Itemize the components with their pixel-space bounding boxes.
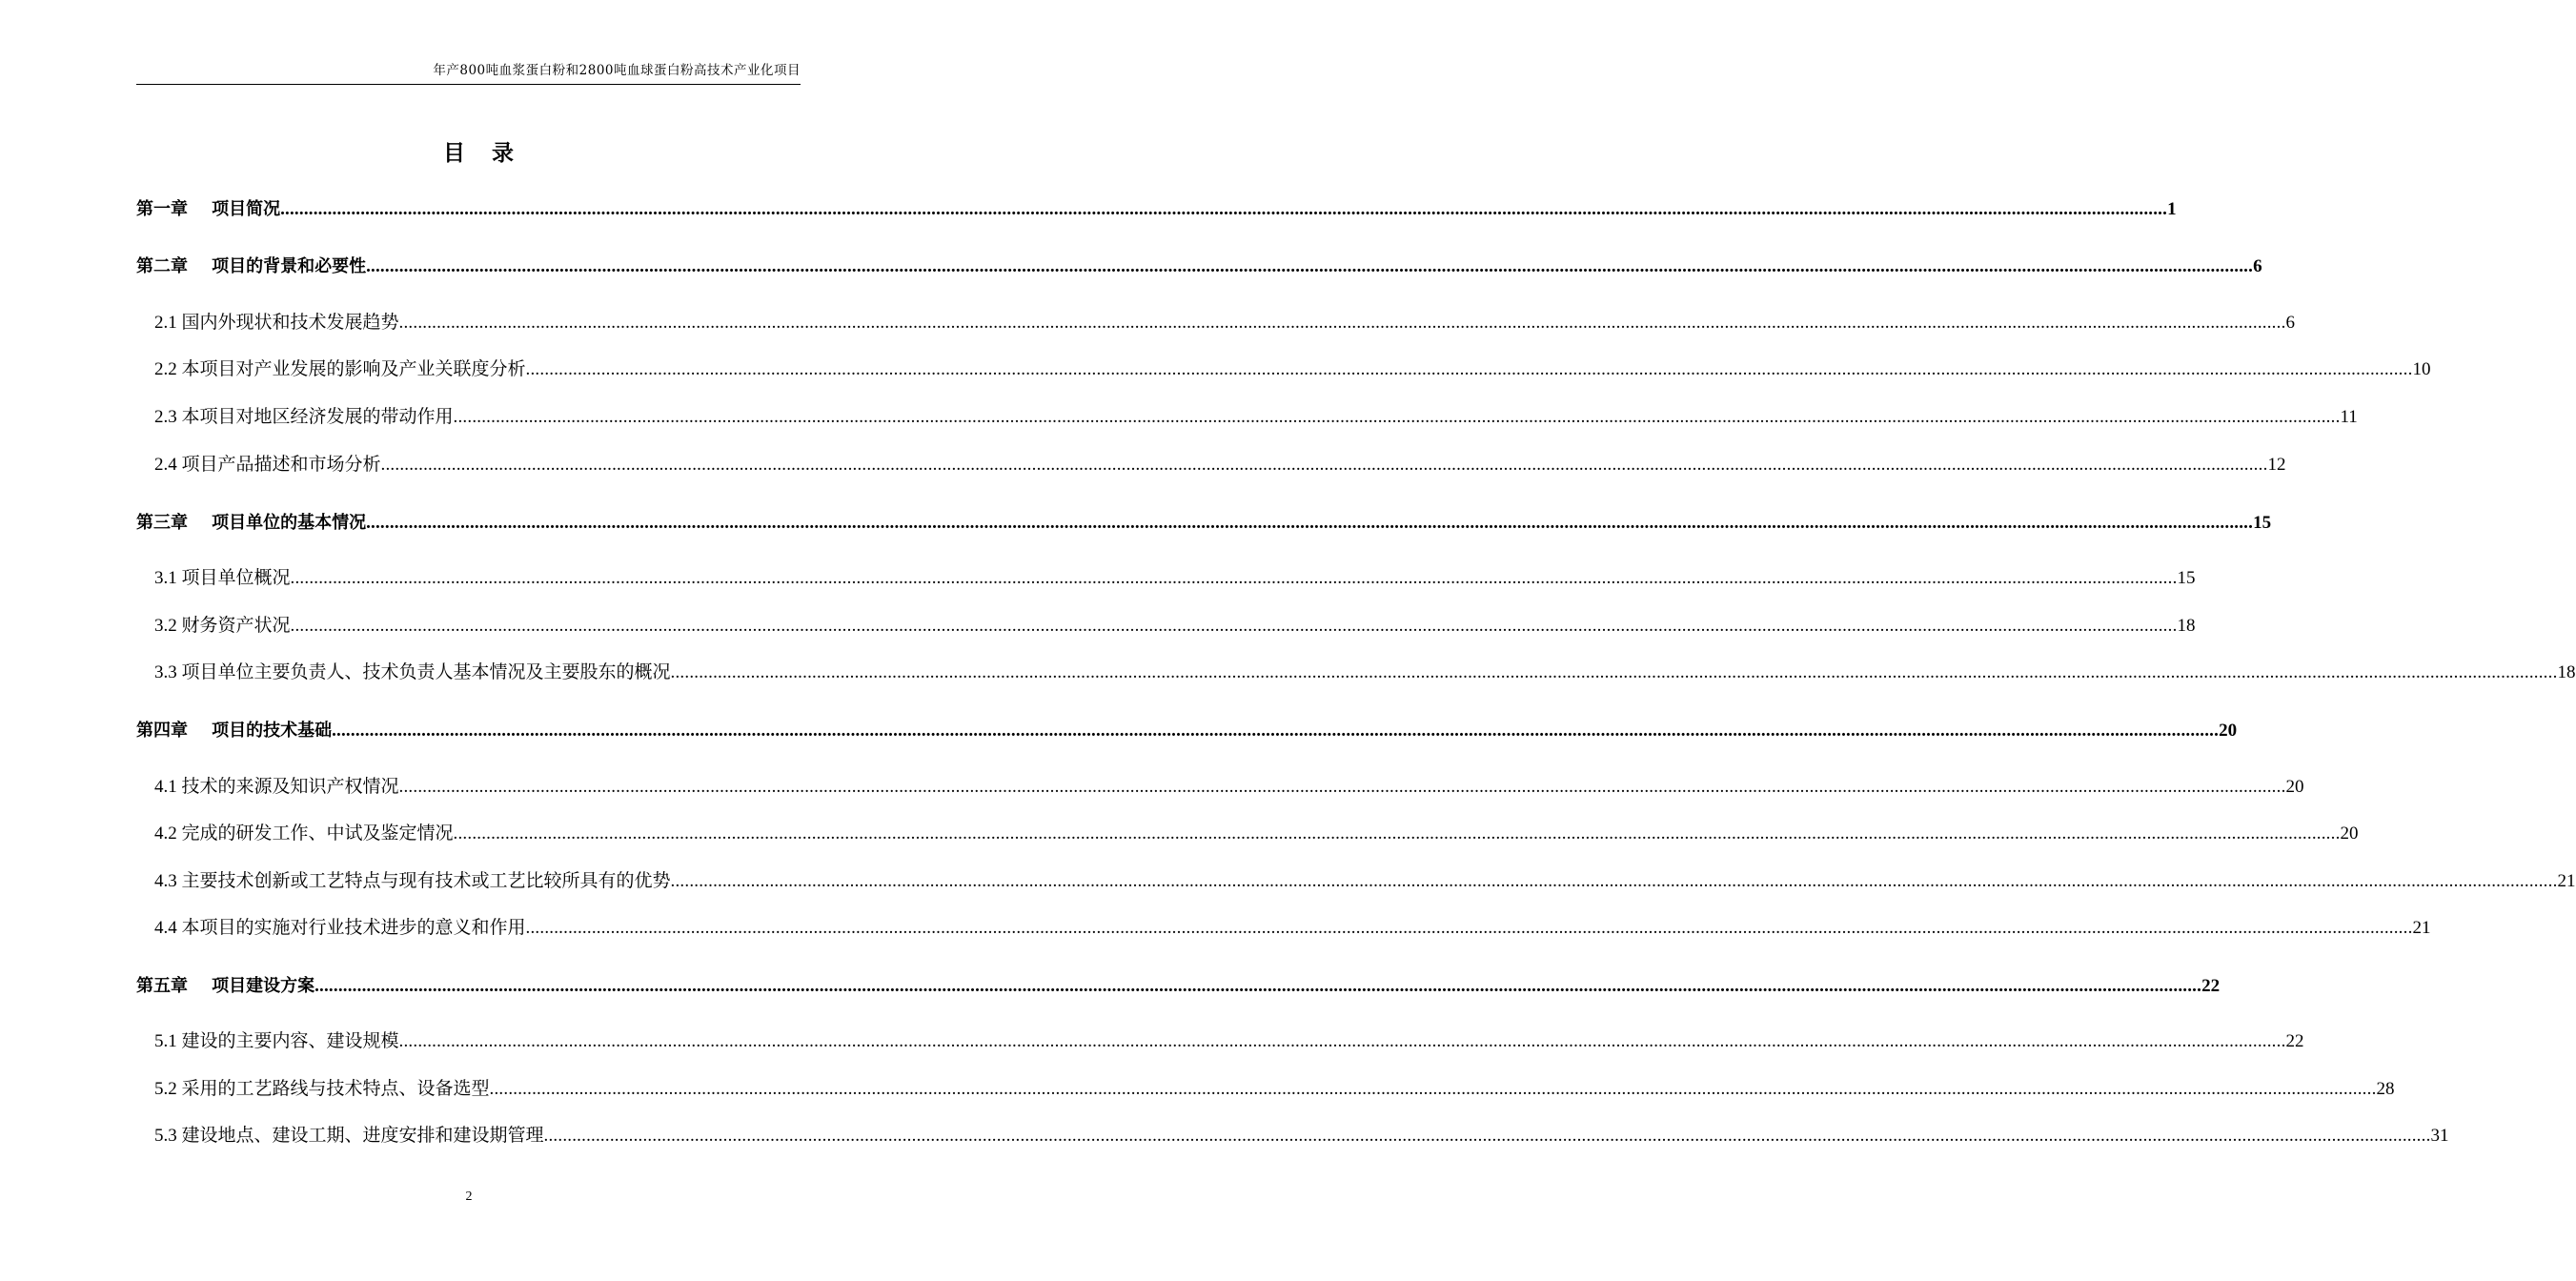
toc-dot-leader: ................................................................................................................................................................................................................................................................................................................................................................................................................ xyxy=(290,568,2178,588)
toc-entry-separator xyxy=(188,256,212,276)
toc-dot-leader: ................................................................................................................................................................................................................................................................................................................................................................................................................ xyxy=(332,721,2220,741)
toc-entry-number: 4.1 xyxy=(154,777,177,797)
toc-section-entry[interactable] xyxy=(154,1028,2304,1055)
toc-entry-number: 2.4 xyxy=(154,455,177,475)
toc-entry-title: 财务资产状况 xyxy=(181,616,291,636)
toc-dot-leader: ................................................................................................................................................................................................................................................................................................................................................................................................................ xyxy=(670,662,2558,682)
toc-entry-page: 31 xyxy=(2430,1126,2449,1146)
toc-entry-title: 本项目的实施对行业技术进步的意义和作用 xyxy=(181,918,526,938)
toc-entry-number: 5.1 xyxy=(154,1031,177,1051)
toc-entry-page: 22 xyxy=(2285,1031,2304,1051)
toc-entry-page: 21 xyxy=(2412,918,2431,938)
toc-section-entry[interactable] xyxy=(154,565,2196,592)
toc-chapter-entry[interactable] xyxy=(136,195,2177,223)
toc-entry-title: 国内外现状和技术发展趋势 xyxy=(181,313,399,333)
toc-entry-number: 2.3 xyxy=(154,407,177,427)
toc-entry-page: 22 xyxy=(2201,976,2221,996)
toc-entry-number: 4.2 xyxy=(154,824,177,844)
toc-entry-label xyxy=(136,253,366,280)
toc-entry-page: 20 xyxy=(2219,721,2238,741)
toc-entry-page: 20 xyxy=(2340,824,2359,844)
toc-section-entry[interactable] xyxy=(154,310,2296,336)
toc-entry-label xyxy=(136,972,314,1000)
toc-entry-separator xyxy=(188,513,212,533)
toc-dot-leader: ................................................................................................................................................................................................................................................................................................................................................................................................................ xyxy=(398,1031,2286,1051)
toc-entry-label xyxy=(154,660,671,686)
toc-entry-label xyxy=(154,452,381,478)
toc-entry-page: 1 xyxy=(2167,199,2177,219)
toc-entry-number: 第三章 xyxy=(136,513,188,532)
toc-section-entry[interactable] xyxy=(154,613,2196,640)
toc-entry-number: 4.4 xyxy=(154,918,177,938)
toc-entry-page: 18 xyxy=(2177,616,2196,636)
toc-entry-page: 18 xyxy=(2557,662,2576,682)
toc-section-entry[interactable] xyxy=(154,774,2304,801)
toc-entry-title: 项目产品描述和市场分析 xyxy=(181,455,381,475)
toc-section-entry[interactable] xyxy=(154,1076,2395,1103)
toc-chapter-entry[interactable] xyxy=(136,253,2262,280)
toc-entry-page: 6 xyxy=(2285,313,2296,333)
toc-entry-label xyxy=(154,915,526,942)
toc-entry-title: 主要技术创新或工艺特点与现有技术或工艺比较所具有的优势 xyxy=(181,871,671,891)
toc-entry-label xyxy=(154,613,291,640)
toc-entry-title: 项目单位主要负责人、技术负责人基本情况及主要股东的概况 xyxy=(181,662,671,682)
toc-dot-leader: ................................................................................................................................................................................................................................................................................................................................................................................................................ xyxy=(670,871,2558,891)
toc-dot-leader: ................................................................................................................................................................................................................................................................................................................................................................................................................ xyxy=(398,777,2286,797)
toc-entry-label xyxy=(154,1123,544,1149)
header-rule xyxy=(136,84,801,85)
toc-chapter-entry[interactable] xyxy=(136,972,2221,1000)
running-header: 年产800吨血浆蛋白粉和2800吨血球蛋白粉高技术产业化项目 xyxy=(433,63,801,78)
toc-dot-leader: ................................................................................................................................................................................................................................................................................................................................................................................................................ xyxy=(525,359,2413,379)
toc-entry-label xyxy=(154,868,671,895)
toc-entry-page: 6 xyxy=(2253,256,2262,276)
toc-entry-number: 第五章 xyxy=(136,976,188,995)
toc-dot-leader: ................................................................................................................................................................................................................................................................................................................................................................................................................ xyxy=(489,1079,2377,1099)
toc-entry-title: 项目的背景和必要性 xyxy=(212,256,367,276)
toc-entry-page: 11 xyxy=(2340,407,2358,427)
toc-entry-label xyxy=(154,356,526,383)
toc-entry-title: 建设的主要内容、建设规模 xyxy=(181,1031,399,1051)
toc-entry-page: 15 xyxy=(2177,568,2196,588)
toc-entry-number: 第一章 xyxy=(136,199,188,218)
toc-entry-number: 2.2 xyxy=(154,359,177,379)
toc-entry-title: 技术的来源及知识产权情况 xyxy=(181,777,399,797)
toc-entry-title: 完成的研发工作、中试及鉴定情况 xyxy=(181,824,454,844)
toc-entry-number: 第二章 xyxy=(136,256,188,275)
toc-entry-label xyxy=(154,774,399,801)
toc-entry-number: 2.1 xyxy=(154,313,177,333)
toc-entry-page: 10 xyxy=(2412,359,2431,379)
toc-entry-title: 项目单位概况 xyxy=(181,568,291,588)
page-number: 2 xyxy=(465,1190,473,1204)
toc-section-entry[interactable] xyxy=(154,915,2431,942)
toc-section-entry[interactable] xyxy=(154,356,2431,383)
toc-dot-leader: ................................................................................................................................................................................................................................................................................................................................................................................................................ xyxy=(380,455,2268,475)
toc-chapter-entry[interactable] xyxy=(136,717,2238,744)
toc-dot-leader: ................................................................................................................................................................................................................................................................................................................................................................................................................ xyxy=(453,824,2341,844)
toc-dot-leader: ................................................................................................................................................................................................................................................................................................................................................................................................................ xyxy=(290,616,2178,636)
toc-section-entry[interactable] xyxy=(154,660,2576,686)
toc-entry-title: 项目简况 xyxy=(212,199,281,219)
toc-entry-number: 3.3 xyxy=(154,662,177,682)
toc-section-entry[interactable] xyxy=(154,821,2359,847)
toc-section-entry[interactable] xyxy=(154,868,2576,895)
toc-entry-label xyxy=(154,310,399,336)
toc-dot-leader: ................................................................................................................................................................................................................................................................................................................................................................................................................ xyxy=(525,918,2413,938)
toc-entry-separator xyxy=(188,976,212,996)
toc-dot-leader: ................................................................................................................................................................................................................................................................................................................................................................................................................ xyxy=(543,1126,2431,1146)
toc-dot-leader: ................................................................................................................................................................................................................................................................................................................................................................................................................ xyxy=(453,407,2341,427)
toc-entry-separator xyxy=(188,199,212,219)
toc-dot-leader: ................................................................................................................................................................................................................................................................................................................................................................................................................ xyxy=(398,313,2286,333)
toc-dot-leader: ................................................................................................................................................................................................................................................................................................................................................................................................................ xyxy=(366,256,2254,276)
toc-title: 目 录 xyxy=(442,141,523,166)
toc-entry-title: 项目单位的基本情况 xyxy=(212,513,367,533)
toc-entry-title: 本项目对产业发展的影响及产业关联度分析 xyxy=(181,359,526,379)
toc-entry-number: 5.3 xyxy=(154,1126,177,1146)
toc-entry-title: 采用的工艺路线与技术特点、设备选型 xyxy=(181,1079,490,1099)
toc-section-entry[interactable] xyxy=(154,404,2358,431)
toc-entry-label xyxy=(154,565,291,592)
toc-entry-title: 本项目对地区经济发展的带动作用 xyxy=(181,407,454,427)
toc-entry-label xyxy=(136,717,332,744)
toc-dot-leader: ................................................................................................................................................................................................................................................................................................................................................................................................................ xyxy=(314,976,2202,996)
toc-entry-label xyxy=(154,821,454,847)
toc-entry-title: 项目的技术基础 xyxy=(212,721,333,741)
toc-entry-separator xyxy=(188,721,212,741)
toc-entry-number: 3.2 xyxy=(154,616,177,636)
toc-entry-label xyxy=(154,1028,399,1055)
toc-entry-label xyxy=(136,509,366,537)
toc-entry-label xyxy=(154,1076,490,1103)
toc-entry-page: 20 xyxy=(2285,777,2304,797)
toc-entry-title: 项目建设方案 xyxy=(212,976,315,996)
toc-entry-label xyxy=(154,404,454,431)
toc-entry-number: 5.2 xyxy=(154,1079,177,1099)
toc-entry-page: 21 xyxy=(2557,871,2576,891)
toc-entry-label xyxy=(136,195,280,223)
toc-entry-page: 12 xyxy=(2267,455,2286,475)
toc-entry-number: 3.1 xyxy=(154,568,177,588)
toc-entry-title: 建设地点、建设工期、进度安排和建设期管理 xyxy=(181,1126,544,1146)
toc-section-entry[interactable] xyxy=(154,452,2286,478)
toc-entry-number: 第四章 xyxy=(136,721,188,740)
toc-section-entry[interactable] xyxy=(154,1123,2449,1149)
toc-entry-number: 4.3 xyxy=(154,871,177,891)
toc-entry-page: 28 xyxy=(2376,1079,2395,1099)
toc-entry-page: 15 xyxy=(2253,513,2272,533)
toc-dot-leader: ................................................................................................................................................................................................................................................................................................................................................................................................................ xyxy=(366,513,2254,533)
toc-dot-leader: ................................................................................................................................................................................................................................................................................................................................................................................................................ xyxy=(280,199,2168,219)
toc-chapter-entry[interactable] xyxy=(136,509,2272,537)
